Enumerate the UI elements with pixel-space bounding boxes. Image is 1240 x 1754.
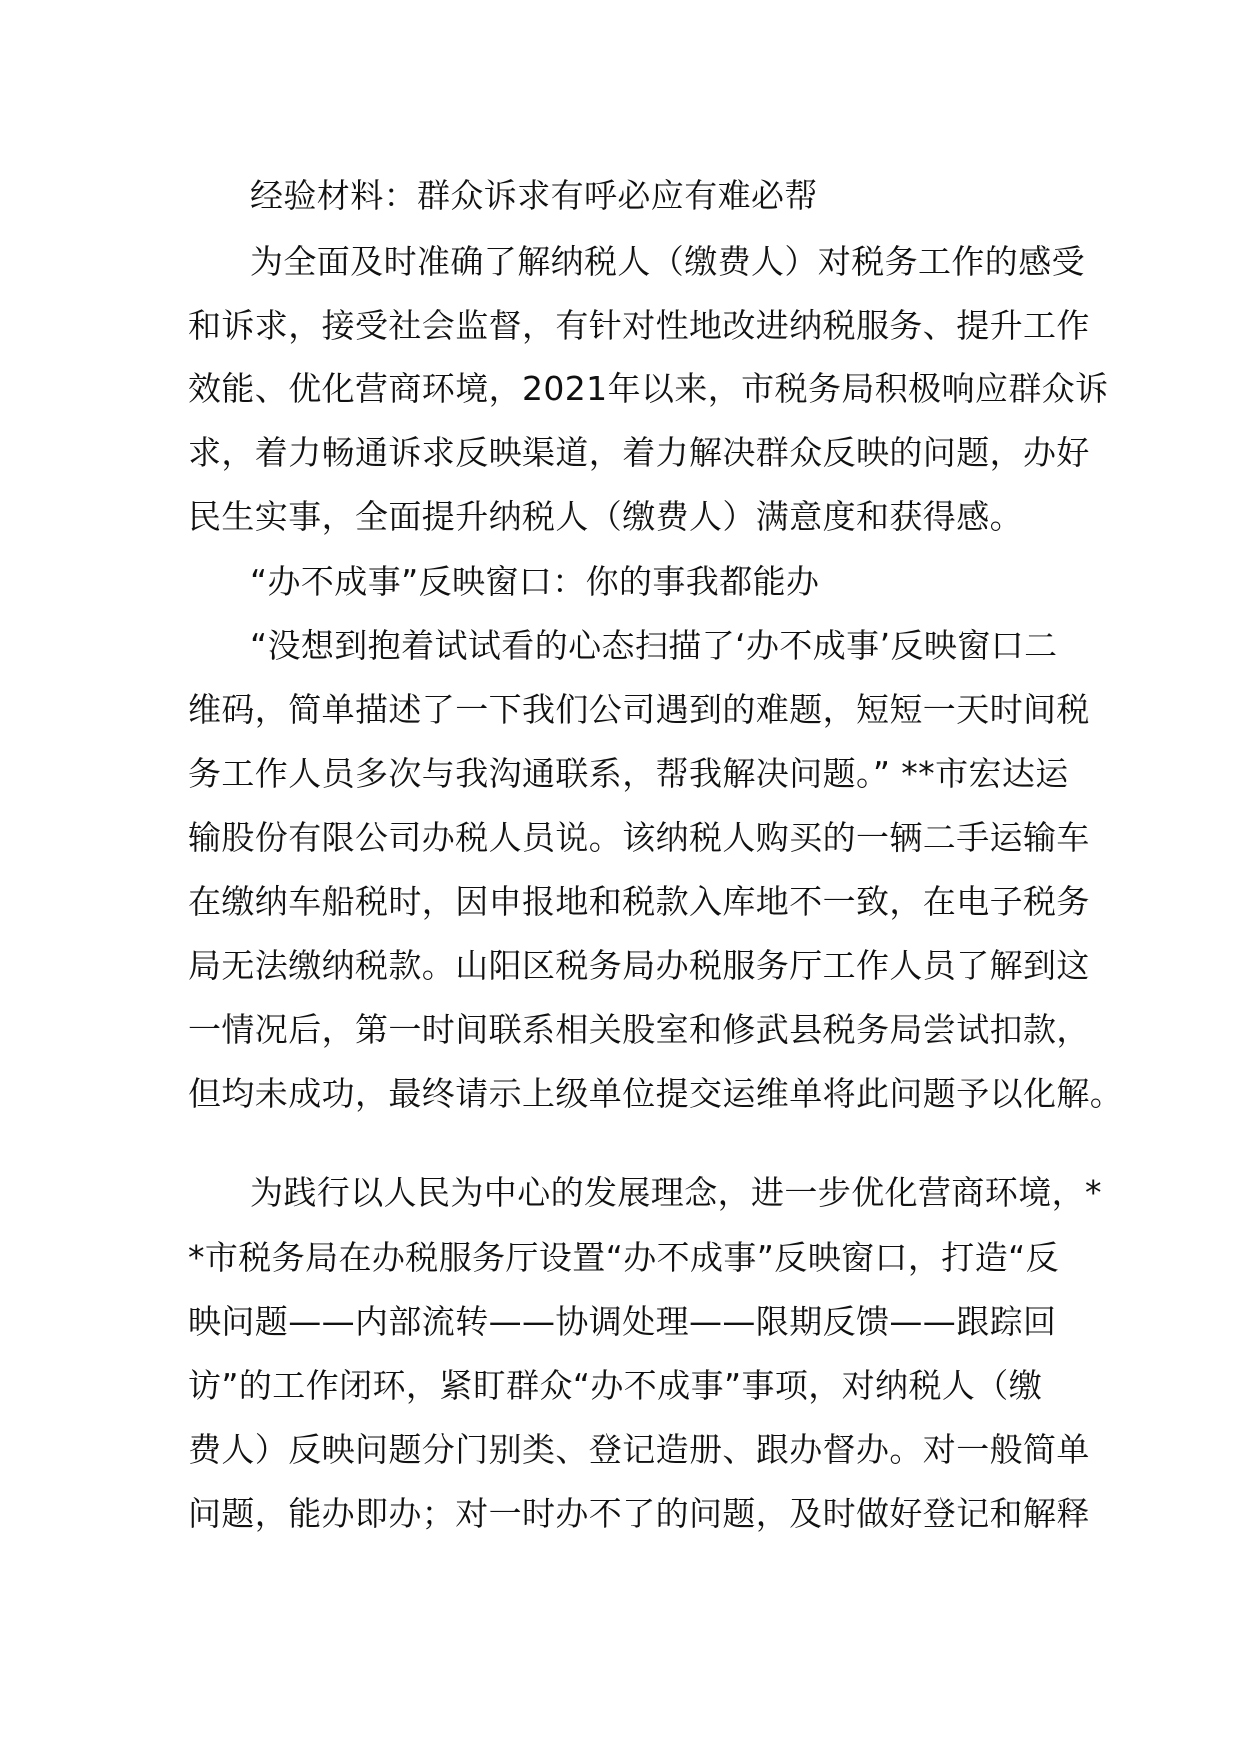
text-line: 为践行以人民为中心的发展理念，进一步优化营商环境，* (250, 1173, 1102, 1212)
text-line: 民生实事，全面提升纳税人（缴费人）满意度和获得感。 (188, 497, 1023, 536)
text-line: 问题，能办即办；对一时办不了的问题，及时做好登记和解释 (188, 1494, 1090, 1533)
section-heading: “办不成事”反映窗口：你的事我都能办 (250, 562, 820, 601)
text-line: 维码，简单描述了一下我们公司遇到的难题，短短一天时间税 (188, 690, 1090, 729)
text-line: 访”的工作闭环，紧盯群众“办不成事”事项，对纳税人（缴 (188, 1366, 1043, 1405)
text-line: 一情况后，第一时间联系相关股室和修武县税务局尝试扣款， (188, 1010, 1090, 1049)
text-line: 务工作人员多次与我沟通联系，帮我解决问题。” **市宏达运 (188, 754, 1069, 793)
text-line: 映问题——内部流转——协调处理——限期反馈——跟踪回 (188, 1302, 1057, 1341)
text-line: 在缴纳车船税时，因申报地和税款入库地不一致，在电子税务 (188, 882, 1090, 921)
text-line: 输股份有限公司办税人员说。该纳税人购买的一辆二手运输车 (188, 818, 1090, 857)
text-line: 和诉求，接受社会监督，有针对性地改进纳税服务、提升工作 (188, 306, 1090, 345)
text-line: 但均未成功，最终请示上级单位提交运维单将此问题予以化解。 (188, 1074, 1124, 1113)
text-line: “没想到抱着试试看的心态扫描了‘办不成事’反映窗口二 (250, 626, 1058, 665)
text-line: 费人）反映问题分门别类、登记造册、跟办督办。对一般简单 (188, 1430, 1090, 1469)
text-line: 局无法缴纳税款。山阳区税务局办税服务厅工作人员了解到这 (188, 946, 1090, 985)
text-line: *市税务局在办税服务厅设置“办不成事”反映窗口，打造“反 (188, 1238, 1059, 1277)
text-line: 求，着力畅通诉求反映渠道，着力解决群众反映的问题，办好 (188, 433, 1090, 472)
text-line: 为全面及时准确了解纳税人（缴费人）对税务工作的感受 (250, 242, 1085, 281)
document-title: 经验材料：群众诉求有呼必应有难必帮 (250, 176, 818, 215)
text-line: 效能、优化营商环境，2021年以来，市税务局积极响应群众诉 (188, 369, 1109, 408)
